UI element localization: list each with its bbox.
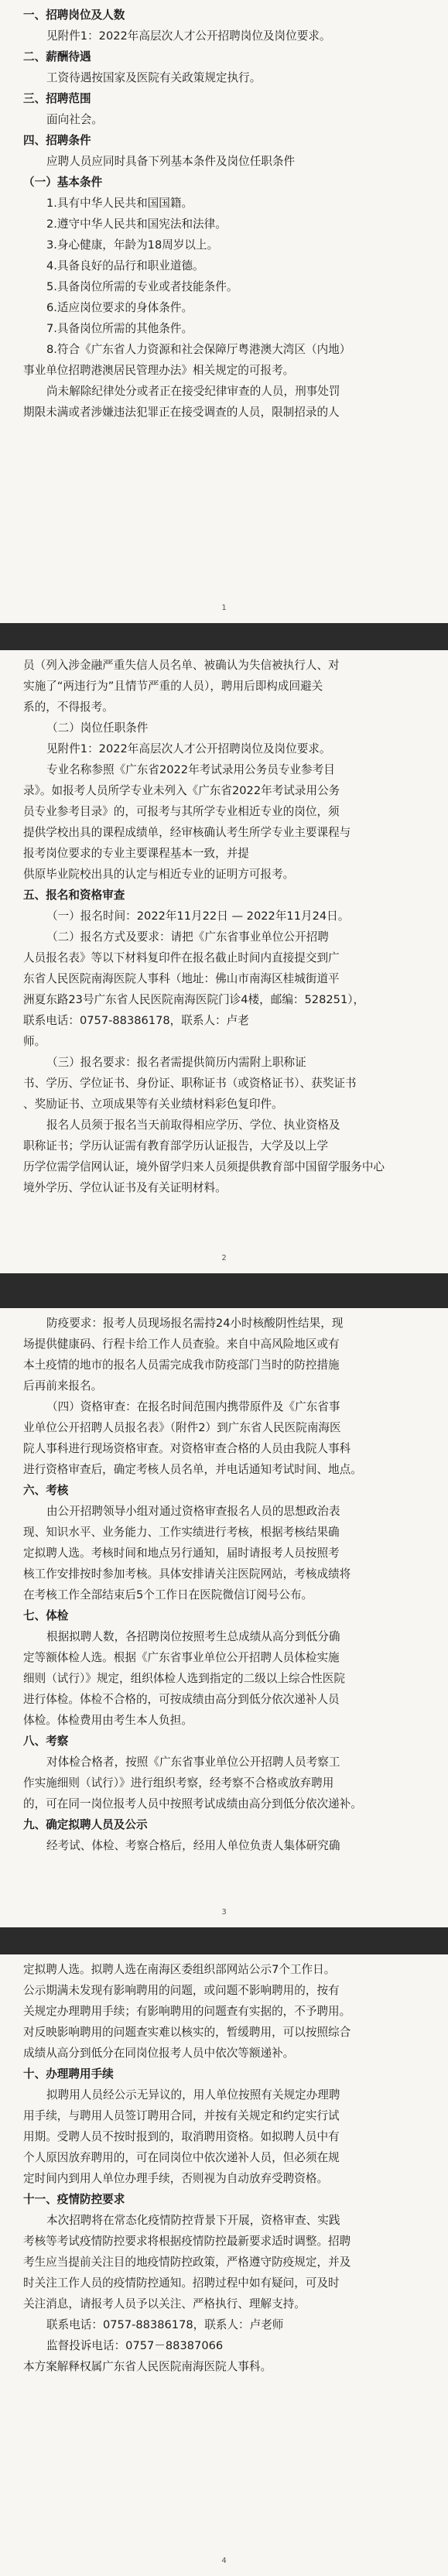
text-line: 提供学校出具的课程成绩单，经审核确认考生所学专业主要课程与 [23, 826, 351, 839]
section-heading: 七、体检 [23, 1609, 69, 1622]
page-3 [0, 1308, 448, 1927]
text-line: 1.具有中华人民共和国国籍。 [46, 197, 193, 210]
text-line: 监督投诉电话：0757－88387066 [46, 2339, 224, 2352]
text-line: 根据拟聘人数，各招聘岗位按照考生总成绩从高分到低分确 [46, 1630, 340, 1643]
text-line: 体检。体检费用由考生本人负担。 [23, 1714, 193, 1727]
text-line: 职称证书；学历认证需有教育部学历认证报告，大学及以上学 [23, 1139, 329, 1153]
text-line: 2.遵守中华人民共和国宪法和法律。 [46, 218, 227, 231]
text-line: 本次招聘将在常态化疫情防控背景下开展，资格审查、实践 [46, 2214, 340, 2227]
text-line: 核工作安排按时参加考核。具体安排请关注医院网站，考核成绩将 [23, 1567, 351, 1581]
text-line: 对反映影响聘用的问题查实难以核实的，暂缓聘用，可以按照综合 [23, 2026, 351, 2039]
page-4 [0, 1954, 448, 2576]
text-line: 关规定办理聘用手续；有影响聘用的问题查有实据的，不予聘用。 [23, 2005, 351, 2018]
text-line: 用期。受聘人员不按时报到的，取消聘用资格。如拟聘人员中有 [23, 2130, 340, 2143]
text-line: 本土疫情的地市的报名人员需完成我市防疫部门当时的防控措施 [23, 1358, 340, 1372]
text-line: 对体检合格者，按照《广东省事业单位公开招聘人员考察工 [46, 1756, 340, 1769]
text-line: 考生应当提前关注目的地疫情防控政策，严格遵守防疫规定，并及 [23, 2256, 351, 2269]
text-line: 进行资格审查后，确定考核人员名单，并电话通知考试时间、地点。 [23, 1463, 362, 1476]
text-line: 关注消息，请报考人员予以关注、严格执行、理解支持。 [23, 2297, 306, 2311]
text-line: 公示期满未发现有影响聘用的问题，或问题不影响聘用的，按有 [23, 1984, 340, 1997]
page-2 [0, 650, 448, 1273]
section-heading: 九、确定拟聘人员及公示 [23, 1818, 148, 1831]
text-line: 师。 [23, 1035, 46, 1048]
text-line: 7.具备岗位所需的其他条件。 [46, 322, 193, 335]
section-heading: 三、招聘范围 [23, 92, 91, 105]
text-line: （四）资格审查：在报名时间范围内携带原件及《广东省事 [46, 1400, 340, 1413]
text-line: 经考试、体检、考察合格后，经用人单位负责人集体研究确 [46, 1839, 340, 1852]
text-line: 、奖励证书、立项成果等有关业绩材料彩色复印件。 [23, 1098, 283, 1111]
text-line: 5.具备岗位所需的专业或者技能条件。 [46, 280, 238, 293]
text-line: 期限未满或者涉嫌违法犯罪正在接受调查的人员，限制招录的人 [23, 406, 340, 419]
text-line: 院人事科进行现场资格审查。对资格审查合格的人员由我院人事科 [23, 1442, 351, 1455]
text-line: 由公开招聘领导小组对通过资格审查报名人员的思想政治表 [46, 1505, 340, 1518]
text-line: 在考核工作全部结束后5个工作日在医院微信订阅号公布。 [23, 1588, 313, 1601]
text-line: 本方案解释权属广东省人民医院南海医院人事科。 [23, 2360, 272, 2373]
text-line: 8.符合《广东省人力资源和社会保障厅粤港澳大湾区（内地） [46, 343, 351, 356]
text-line: 业单位公开招聘人员报名表》（附件2）到广东省人民医院南海医 [23, 1421, 341, 1434]
section-heading: （一）基本条件 [23, 176, 103, 189]
text-line: 东省人民医院南海医院人事科（地址：佛山市南海区桂城街道平 [23, 972, 340, 985]
text-line: 员专业参考目录》的，可报考与其所学专业相近专业的岗位，须 [23, 805, 340, 818]
page-number: 2 [221, 1254, 227, 1262]
text-line: 个人原因放弃聘用的，可在同岗位中依次递补人员，但必须在规 [23, 2151, 340, 2164]
text-line: 时关注工作人员的疫情防控通知。招聘过程中如有疑问，可及时 [23, 2276, 340, 2290]
text-line: 人员报名表》等以下材料复印件在报名截止时间内直接提交到广 [23, 951, 340, 964]
section-heading: 十一、疫情防控要求 [23, 2193, 125, 2206]
text-line: 现、知识水平、业务能力、工作实绩进行考核，根据考核结果确 [23, 1526, 340, 1539]
text-line: 的，可在同一岗位报考人员中按照考试成绩由高分到低分依次递补。 [23, 1797, 362, 1810]
text-line: 6.适应岗位要求的身体条件。 [46, 301, 193, 314]
text-line: 场提供健康码、行程卡给工作人员查验。来自中高风险地区或有 [23, 1338, 340, 1351]
text-line: 进行体检。体检不合格的，可按成绩由高分到低分依次递补人员 [23, 1693, 340, 1706]
page-number: 4 [221, 2557, 227, 2565]
text-line: 工资待遇按国家及医院有关政策规定执行。 [46, 71, 262, 84]
text-line: 3.身心健康，年龄为18周岁以上。 [46, 238, 219, 252]
text-line: 联系电话：0757-88386178，联系人：卢老 [23, 1014, 249, 1027]
text-line: 后再前来报名。 [23, 1379, 103, 1392]
text-line: 专业名称参照《广东省2022年考试录用公务员专业参考目 [46, 763, 335, 776]
text-line: 历学位需学信网认证，境外留学归来人员须提供教育部中国留学服务中心 [23, 1160, 385, 1173]
text-line: 供原毕业院校出具的认定与相近专业的证明方可报考。 [23, 868, 295, 881]
text-line: 录》。如报考人员所学专业未列入《广东省2022年考试录用公务 [23, 784, 340, 797]
text-line: 防疫要求：报考人员现场报名需持24小时核酸阴性结果，现 [46, 1317, 344, 1330]
text-line: 洲夏东路23号广东省人民医院南海医院门诊4楼，邮编：528251）， [23, 993, 365, 1006]
text-line: 拟聘用人员经公示无异议的，用人单位按照有关规定办理聘 [46, 2088, 340, 2102]
text-line: 面向社会。 [46, 113, 103, 126]
page-number: 1 [221, 604, 227, 612]
text-line: 报名人员须于报名当天前取得相应学历、学位、执业资格及 [46, 1118, 340, 1132]
text-line: 定拟聘人选。拟聘人选在南海区委组织部网站公示7个工作日。 [23, 1963, 336, 1976]
text-line: 尚未解除纪律处分或者正在接受纪律审查的人员，刑事处罚 [46, 385, 340, 398]
text-line: 应聘人员应同时具备下列基本条件及岗位任职条件 [46, 155, 296, 168]
text-line: （一）报名时间：2022年11月22日 — 2022年11月24日。 [46, 909, 350, 923]
section-heading: 八、考察 [23, 1735, 69, 1748]
section-heading: 四、招聘条件 [23, 134, 91, 147]
text-line: 境外学历、学位认证书及有关证明材料。 [23, 1181, 227, 1194]
text-line: 事业单位招聘港澳居民管理办法》相关规定的可报考。 [23, 364, 295, 377]
text-line: 联系电话：0757-88386178，联系人：卢老师 [46, 2318, 284, 2331]
text-line: 成绩从高分到低分在同岗位报考人员中依次等额递补。 [23, 2047, 295, 2060]
text-line: 4.具备良好的品行和职业道德。 [46, 259, 204, 272]
text-line: （二）报名方式及要求：请把《广东省事业单位公开招聘 [46, 930, 329, 944]
text-line: 见附件1：2022年高层次人才公开招聘岗位及岗位要求。 [46, 742, 331, 755]
text-line: 细则（试行）》规定，组织体检人选到指定的二级以上综合性医院 [23, 1672, 345, 1685]
text-line: （二）岗位任职条件 [46, 721, 149, 735]
text-line: 书、学历、学位证书、身份证、职称证书（或资格证书）、获奖证书 [23, 1077, 357, 1090]
text-line: 用手续，与聘用人员签订聘用合同，并按有关规定和约定实行试 [23, 2109, 340, 2122]
text-line: 定等额体检人选。根据《广东省事业单位公开招聘人员体检实施 [23, 1651, 340, 1664]
section-heading: 一、招聘岗位及人数 [23, 9, 125, 22]
text-line: （三）报名要求：报名者需提供简历内需附上职称证 [46, 1056, 306, 1069]
section-heading: 五、报名和资格审查 [23, 889, 125, 902]
text-line: 作实施细则（试行）》进行组织考察，经考察不合格或放弃聘用 [23, 1776, 334, 1790]
section-heading: 十、办理聘用手续 [23, 2067, 114, 2081]
text-line: 系的，不得报考。 [23, 701, 114, 714]
section-heading: 六、考核 [23, 1484, 69, 1497]
section-heading: 二、薪酬待遇 [23, 50, 91, 63]
page-1 [0, 0, 448, 623]
page-number: 3 [221, 1908, 227, 1917]
text-line: 定拟聘人选。考核时间和地点另行通知，届时请报考人员按照考 [23, 1547, 340, 1560]
text-line: 见附件1：2022年高层次人才公开招聘岗位及岗位要求。 [46, 29, 331, 43]
text-line: 考核等考试疫情防控要求将根据疫情防控最新要求适时调整。招聘 [23, 2235, 351, 2248]
text-line: 实施了“两违行为”且情节严重的人员），聘用后即构成回避关 [23, 680, 323, 693]
text-line: 报考岗位要求的专业主要课程基本一致，并提 [23, 847, 249, 860]
text-line: 定时间内到用人单位办理手续，否则视为自动放弃受聘资格。 [23, 2172, 329, 2185]
text-line: 员（列入涉金融严重失信人员名单、被确认为失信被执行人、对 [23, 659, 340, 672]
